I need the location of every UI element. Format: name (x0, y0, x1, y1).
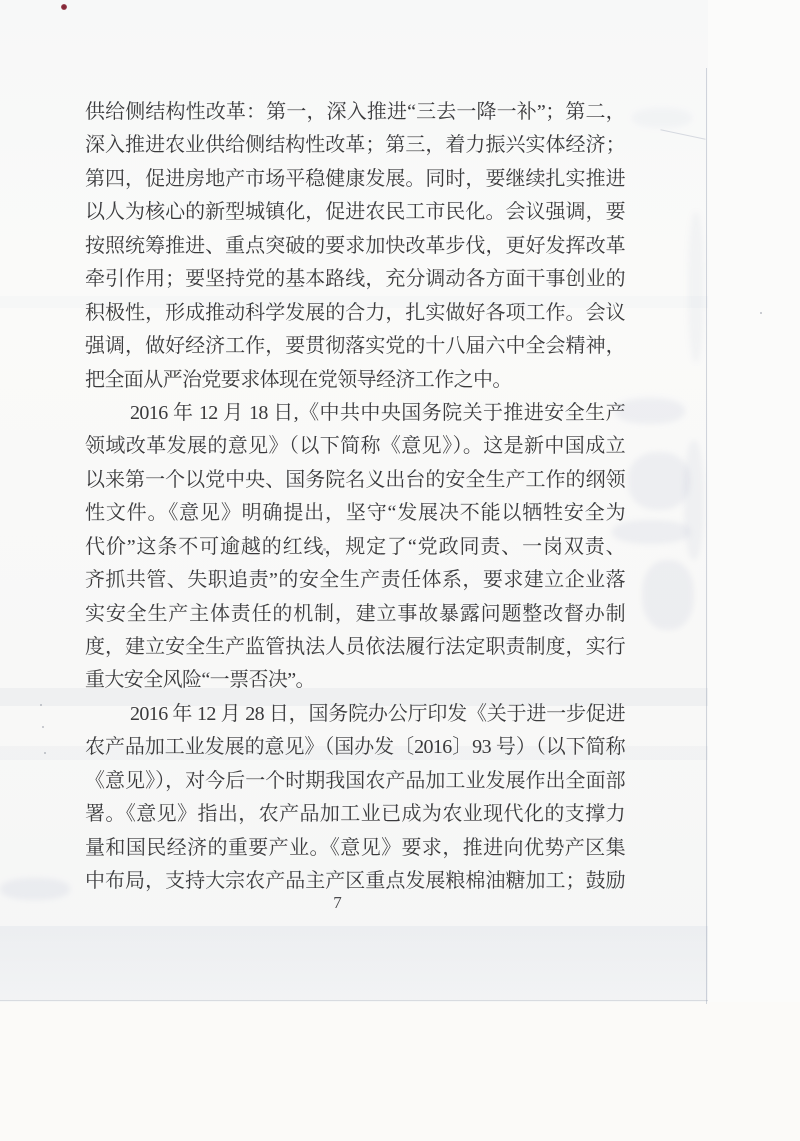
bleedthrough-smudge (632, 108, 692, 128)
text-line: 2016 年 12 月 18 日,《中共中央国务院关于推进安全生产 (130, 401, 625, 424)
text-line: 以人为核心的新型城镇化，促进农民工市民化。会议强调，要 (85, 201, 625, 224)
text-line: 按照统筹推进、重点突破的要求加快改革步伐，更好发挥改革 (85, 234, 625, 257)
text-line: 代价”这条不可逾越的红线，规定了“党政同责、一岗双责、 (85, 535, 625, 558)
scan-speck (40, 704, 42, 706)
text-line: 第四，促进房地产市场平稳健康发展。同时，要继续扎实推进 (85, 167, 625, 190)
bleedthrough-smudge (0, 878, 70, 900)
text-line: 领域改革发展的意见》（以下简称《意见》）。这是新中国成立 (85, 435, 625, 458)
text-line: 以来第一个以党中央、国务院名义出台的安全生产工作的纲领 (85, 468, 625, 491)
scan-speck (42, 726, 44, 728)
text-line: 中布局，支持大宗农产品主产区重点发展粮棉油糖加工；鼓励 (85, 870, 625, 893)
bleedthrough-smudge (642, 560, 694, 630)
page-edge-vertical (706, 68, 707, 1004)
text-line: 把全面从严治党要求体现在党领导经济工作之中。 (85, 368, 512, 391)
text-line: 实安全生产主体责任的机制，建立事故暴露问题整改督办制 (85, 602, 625, 625)
text-line: 强调，做好经济工作，要贯彻落实党的十八届六中全会精神， (85, 335, 625, 358)
bleedthrough-smudge (628, 452, 690, 510)
page-edge-horizontal (0, 1000, 708, 1001)
text-line: 农产品加工业发展的意见》（国办发〔2016〕93 号）（以下简称 (85, 736, 625, 759)
text-line: 积极性，形成推动科学发展的合力，扎实做好各项工作。会议 (85, 301, 625, 324)
text-line: 2016 年 12 月 28 日，国务院办公厅印发《关于进一步促进 (130, 702, 625, 725)
scanner-backing-right (708, 0, 800, 1141)
text-line: 署。《意见》指出，农产品加工业已成为农业现代化的支撑力 (85, 803, 625, 826)
text-line: 性文件。《意见》明确提出，坚守“发展决不能以牺牲安全为 (85, 502, 625, 525)
text-line: 供给侧结构性改革：第一，深入推进“三去一降一补”；第二， (85, 101, 625, 123)
scan-speck (760, 312, 762, 314)
text-line: 量和国民经济的重要产业。《意见》要求，推进向优势产区集 (85, 836, 625, 859)
text-line: 重大安全风险“一票否决”。 (85, 669, 315, 692)
text-line: 齐抓共管、失职追责”的安全生产责任体系，要求建立企业落 (85, 569, 625, 592)
red-ink-dot (61, 4, 67, 10)
bleedthrough-smudge (684, 440, 704, 560)
text-line: 度，建立安全生产监管执法人员依法履行法定职责制度，实行 (85, 636, 625, 658)
scan-speck (44, 752, 46, 754)
scan-scratch (660, 129, 705, 140)
text-line: 牵引作用；要坚持党的基本路线，充分调动各方面干事创业的 (85, 268, 625, 291)
scan-band (0, 926, 708, 1000)
bleedthrough-smudge (688, 212, 704, 362)
text-line: 《意见》），对今后一个时期我国农产品加工业发展作出全面部 (85, 769, 625, 792)
text-line: 深入推进农业供给侧结构性改革；第三，着力振兴实体经济； (85, 134, 625, 157)
scanner-backing-bottom (0, 1002, 800, 1141)
page-number: 7 (333, 893, 342, 912)
bleedthrough-smudge (615, 398, 685, 424)
body-text (85, 96, 625, 899)
